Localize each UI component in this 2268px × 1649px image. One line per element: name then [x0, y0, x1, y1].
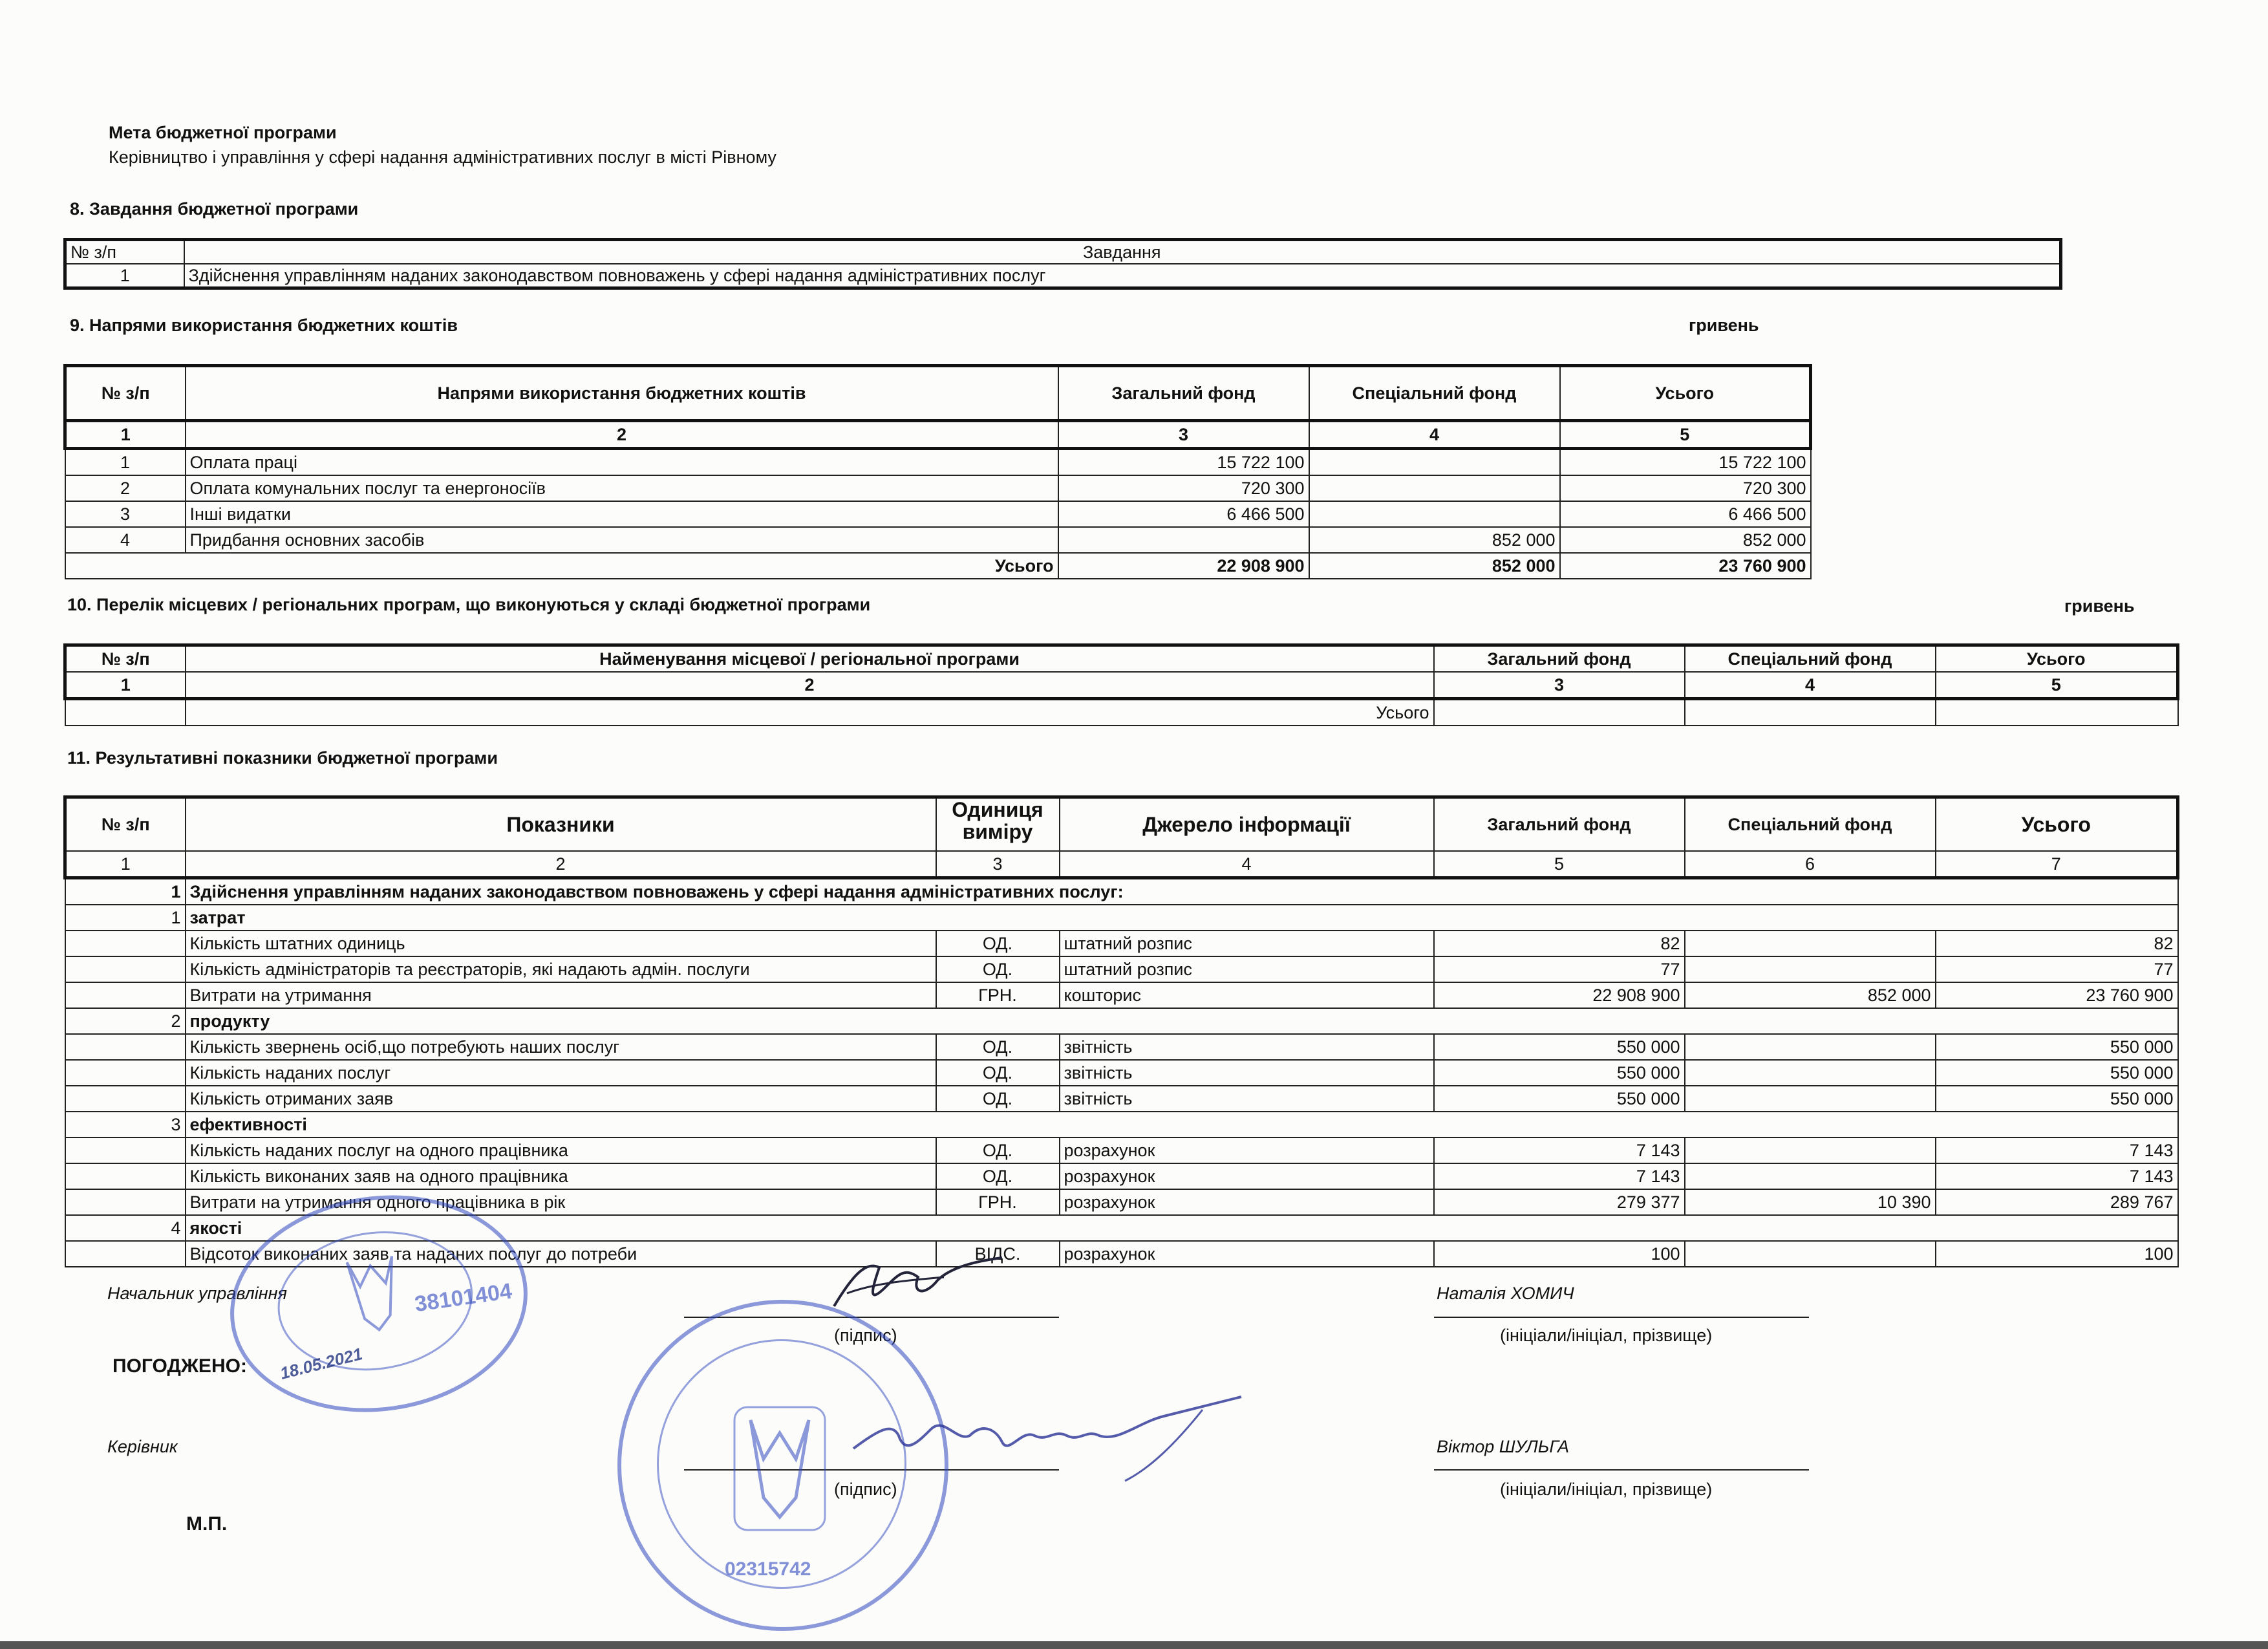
budget-directions-table: № з/п Напрями використання бюджетних коштів Загальний фонд Спеціальний фонд Усього 1 2 3 4 5 1 Оплата праці 15 722 100 15 722 100 2 Оплата комунальних послуг та енергоносіїв 720 300 720 300 3 Інші видатки 6 466 500 6 466 500 4 Придбання основних засобів 852 000 852 000 Усього 22 908 900 852 000 23 760 900	[63, 364, 1812, 579]
sign-caption: (підпис)	[834, 1480, 897, 1499]
signature-2-icon	[840, 1390, 1254, 1487]
table-row: Кількість наданих послуг ОД. звітність 550 000 550 000	[65, 1060, 2178, 1086]
group-row: 4 якості	[65, 1215, 2178, 1241]
sign-caption: (підпис)	[834, 1326, 897, 1345]
table-row: Кількість отриманих заяв ОД. звітність 550 000 550 000	[65, 1086, 2178, 1112]
tasks-table	[63, 238, 2062, 290]
table-row: 3 Інші видатки 6 466 500 6 466 500	[65, 501, 1811, 527]
head-name: Наталія ХОМИЧ	[1437, 1284, 1574, 1303]
initials-caption: (ініціали/ініціал, прізвище)	[1500, 1326, 1713, 1345]
seal-code: 02315742	[725, 1558, 811, 1580]
round-seal	[216, 1176, 542, 1430]
section10-title: 10. Перелік місцевих / регіональних програм, що виконуються у складі бюджетної програми	[67, 595, 871, 614]
table-row: Кількість адміністраторів та реєстраторів, які надають адмін. послуги ОД. штатний розпис 77 77	[65, 956, 2178, 982]
total-row: Усього	[65, 699, 2178, 726]
table-row: Витрати на утримання одного працівника в рік ГРН. розрахунок 279 377 10 390 289 767	[65, 1189, 2178, 1215]
group-row: 2 продукту	[65, 1008, 2178, 1034]
section10-unit: гривень	[2064, 596, 2135, 616]
seal-emblem-icon	[220, 1182, 530, 1420]
goal-title: Мета бюджетної програми	[109, 123, 337, 142]
table-row: 2 Оплата комунальних послуг та енергоносіїв 720 300 720 300	[65, 475, 1811, 501]
leader-name: Віктор ШУЛЬГА	[1437, 1437, 1569, 1456]
header-task: Завдання	[184, 240, 2061, 264]
table-row: 1 Здійснення управлінням наданих законодавством повноважень у сфері надання адміністративних послуг	[65, 264, 2061, 288]
name-line	[1434, 1317, 1809, 1318]
table-row: 4 Придбання основних засобів 852 000 852 000	[65, 527, 1811, 553]
task-row: 1 Здійснення управлінням наданих законодавством повноважень у сфері надання адміністративних послуг:	[65, 878, 2178, 905]
section9-unit: гривень	[1689, 316, 1759, 335]
goal-text: Керівництво і управління у сфері надання адміністративних послуг в місті Рівному	[109, 147, 776, 167]
section11-title: 11. Результативні показники бюджетної програми	[67, 748, 498, 768]
leader-label: Керівник	[107, 1437, 178, 1456]
group-row: 1 затрат	[65, 905, 2178, 931]
section9-title: 9. Напрями використання бюджетних коштів	[70, 316, 458, 335]
table-row: Витрати на утримання ГРН. кошторис 22 908 900 852 000 23 760 900	[65, 982, 2178, 1008]
head-label: Начальник управління	[107, 1284, 287, 1303]
initials-caption: (ініціали/ініціал, прізвище)	[1500, 1480, 1713, 1499]
agreed-label: ПОГОДЖЕНО:	[112, 1355, 247, 1377]
seal-code: 38101404	[413, 1278, 514, 1317]
table-row: Кількість наданих послуг на одного працівника ОД. розрахунок 7 143 7 143	[65, 1137, 2178, 1163]
name-line	[1434, 1469, 1809, 1471]
table-row: Кількість звернень осіб,що потребують наших послуг ОД. звітність 550 000 550 000	[65, 1034, 2178, 1060]
seal-date: 18.05.2021	[278, 1344, 365, 1383]
header-num: № з/п	[65, 240, 184, 264]
mp-label: М.П.	[186, 1513, 228, 1535]
section8-title: 8. Завдання бюджетної програми	[70, 199, 359, 219]
table-row: Кількість штатних одиниць ОД. штатний розпис 82 82	[65, 931, 2178, 956]
indicators-table: № з/п Показники Одиниця виміру Джерело інформації Загальний фонд Спеціальний фонд Усього 1 2 3 4 5 6 7 1 Здійснення управлінням наданих законодавством повноважень у сфері надання адміністративних послуг: 1 затрат Кількість штатних одиниць ОД. штатний розпис 82 82 Кількість адміністраторів та реєстраторів, які надають адмін. послуги ОД. штатний розпис 77 77 Витрати на утримання ГРН. кошторис 22 908 900 852 000 23 760 900 2 продукту Кількість звернень осіб,що потребують наших послуг ОД. звітність 550 000 550 000 Кількість наданих послуг ОД. звітність 550 000 550 000 Кількість отриманих заяв ОД. звітність 550 000 550 000 3 ефективності Кількість наданих послуг на одного працівника ОД. розрахунок 7 143 7 143 Кількість виконаних заяв на одного працівника ОД. розрахунок 7 143 7 143 Витрати на утримання одного працівника в рік ГРН. розрахунок 279 377 10 390 289 767 4 якості Відсоток виконаних заяв та наданих послуг до потреби ВІДС. розрахунок 100 100	[63, 795, 2179, 1267]
table-row: Відсоток виконаних заяв та наданих послуг до потреби ВІДС. розрахунок 100 100	[65, 1241, 2178, 1267]
local-programs-table: № з/п Найменування місцевої / регіональної програми Загальний фонд Спеціальний фонд Усього 1 2 3 4 5 Усього	[63, 643, 2179, 726]
signature-1-icon	[808, 1248, 1015, 1326]
scan-edge	[0, 1641, 2268, 1649]
table-row: 1 Оплата праці 15 722 100 15 722 100	[65, 449, 1811, 476]
group-row: 3 ефективності	[65, 1112, 2178, 1137]
total-row: Усього 22 908 900 852 000 23 760 900	[65, 553, 1811, 579]
table-row: Кількість виконаних заяв на одного працівника ОД. розрахунок 7 143 7 143	[65, 1163, 2178, 1189]
